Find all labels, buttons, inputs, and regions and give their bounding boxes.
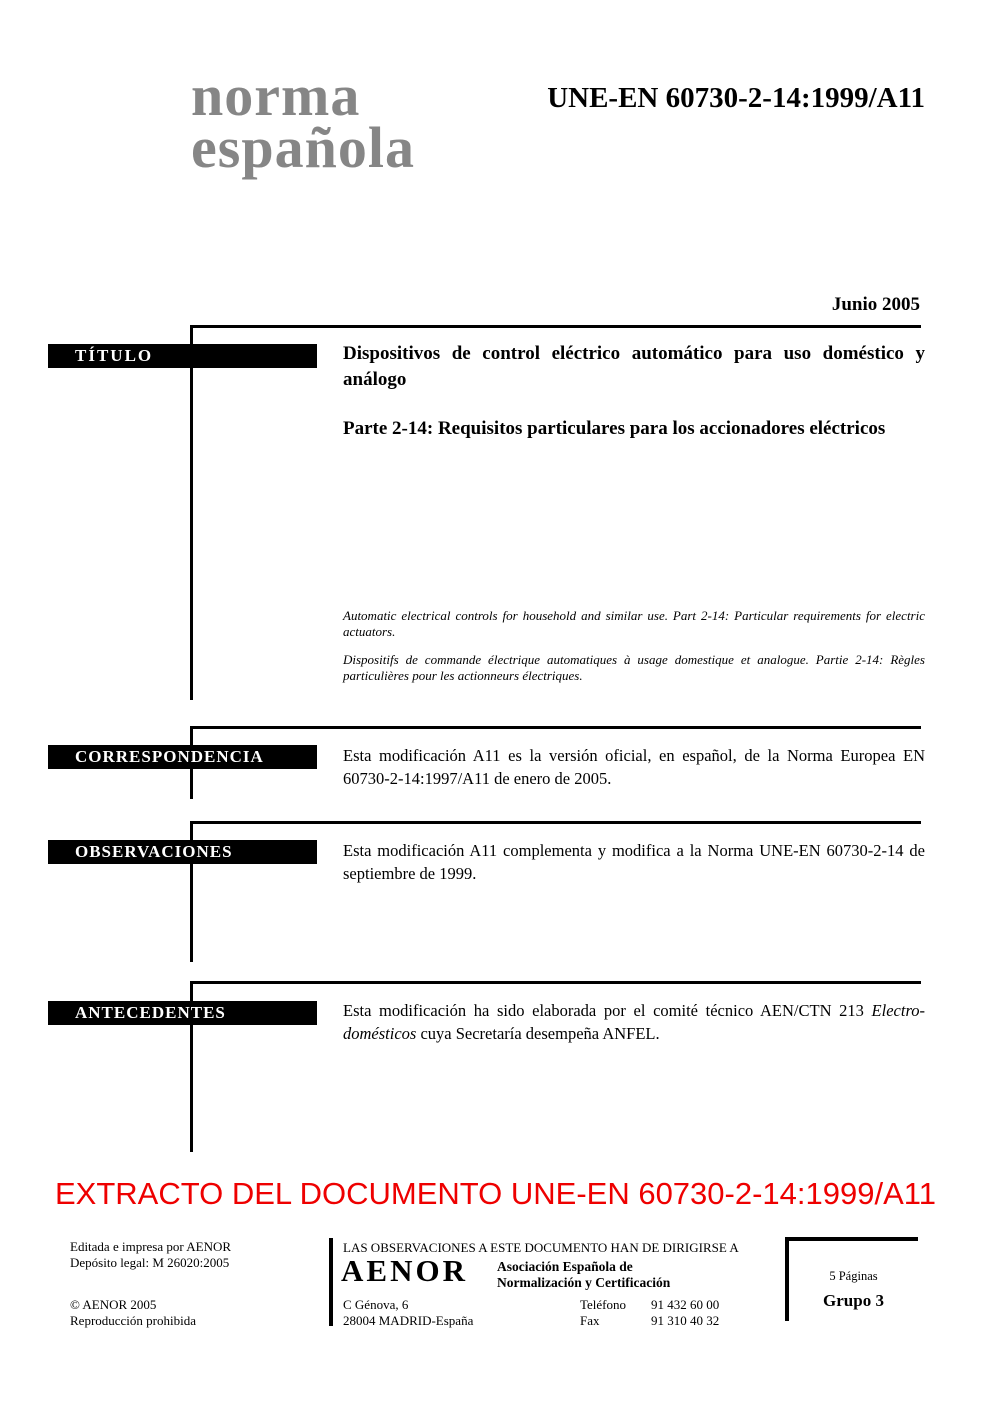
aenor-association-name	[497, 1259, 670, 1291]
footer-fax-label: Fax	[580, 1313, 600, 1328]
correspondencia-top-rule	[190, 726, 921, 729]
footer-edited: Editada e impresa por AENOR	[70, 1239, 232, 1254]
group-number: Grupo 3	[823, 1291, 884, 1310]
antecedentes-text-italic: Electro-domésticos	[343, 1001, 925, 1043]
footer-phone-label: Teléfono	[580, 1297, 627, 1312]
antecedentes-label: ANTECEDENTES	[48, 1001, 317, 1025]
extracto-banner: EXTRACTO DEL DOCUMENTO UNE-EN 60730-2-14:1999/A11	[55, 1176, 936, 1211]
footer-phone-number: 91 432 60 00	[651, 1297, 720, 1312]
document-number: UNE-EN 60730-2-14:1999/A11	[547, 82, 925, 114]
antecedentes-text-suffix: cuya Secretaría desempeña ANFEL.	[416, 1024, 660, 1043]
pages-group-box	[785, 1237, 918, 1321]
logo-line-1: norma	[191, 63, 361, 128]
footer-notice: LAS OBSERVACIONES A ESTE DOCUMENTO HAN DE DIRIGIRSE A	[343, 1240, 739, 1255]
aenor-name-line2: Normalización y Certificación	[497, 1275, 671, 1290]
titulo-label: TÍTULO	[48, 344, 317, 368]
titulo-vertical-rule	[190, 325, 193, 700]
norma-espanola-logo	[191, 63, 415, 180]
observaciones-top-rule	[190, 821, 921, 824]
footer-reproduction: Reproducción prohibida	[70, 1313, 196, 1328]
footer-legal-deposit: Depósito legal: M 26020:2005	[70, 1255, 230, 1270]
observaciones-text: Esta modificación A11 complementa y modifica a la Norma UNE-EN 60730-2-14 de septiembre de 1999.	[343, 841, 925, 883]
correspondencia-label: CORRESPONDENCIA	[48, 745, 317, 769]
correspondencia-text: Esta modificación A11 es la versión oficial, en español, de la Norma Europea EN 60730-2-14:1997/A11 de enero de 2005.	[343, 746, 925, 788]
footer-address-line2: 28004 MADRID-España	[343, 1313, 474, 1328]
title-french: Dispositifs de commande électrique automatiques à usage domestique et analogue. Partie 2-14: Règles particulières pour les actionneurs électriques.	[343, 652, 925, 683]
footer-imprint	[70, 1239, 231, 1271]
page-count: 5 Páginas	[829, 1269, 878, 1283]
footer-copyright: © AENOR 2005	[70, 1297, 157, 1312]
footer-divider-line	[329, 1238, 333, 1326]
antecedentes-text-prefix: Esta modificación ha sido elaborada por el comité técnico AEN/CTN 213	[343, 1001, 872, 1020]
titulo-top-rule	[190, 325, 921, 328]
antecedentes-text	[343, 999, 925, 1045]
footer-fax-number: 91 310 40 32	[651, 1313, 720, 1328]
aenor-logo: AENOR	[341, 1253, 468, 1288]
publication-date: Junio 2005	[831, 294, 920, 315]
observaciones-label: OBSERVACIONES	[48, 840, 317, 864]
antecedentes-top-rule	[190, 981, 921, 984]
footer-copyright-block	[70, 1297, 196, 1329]
title-english: Automatic electrical controls for household and similar use. Part 2-14: Particular requirements for electric actuators.	[343, 608, 925, 639]
footer-address-line1: C Génova, 6	[343, 1297, 409, 1312]
title-spanish-part2: Parte 2-14: Requisitos particulares para los accionadores eléctricos	[343, 418, 886, 439]
title-spanish-part1: Dispositivos de control eléctrico automático para uso doméstico y análogo	[343, 343, 925, 390]
logo-line-2: española	[191, 115, 415, 180]
aenor-name-line1: Asociación Española de	[497, 1259, 633, 1274]
